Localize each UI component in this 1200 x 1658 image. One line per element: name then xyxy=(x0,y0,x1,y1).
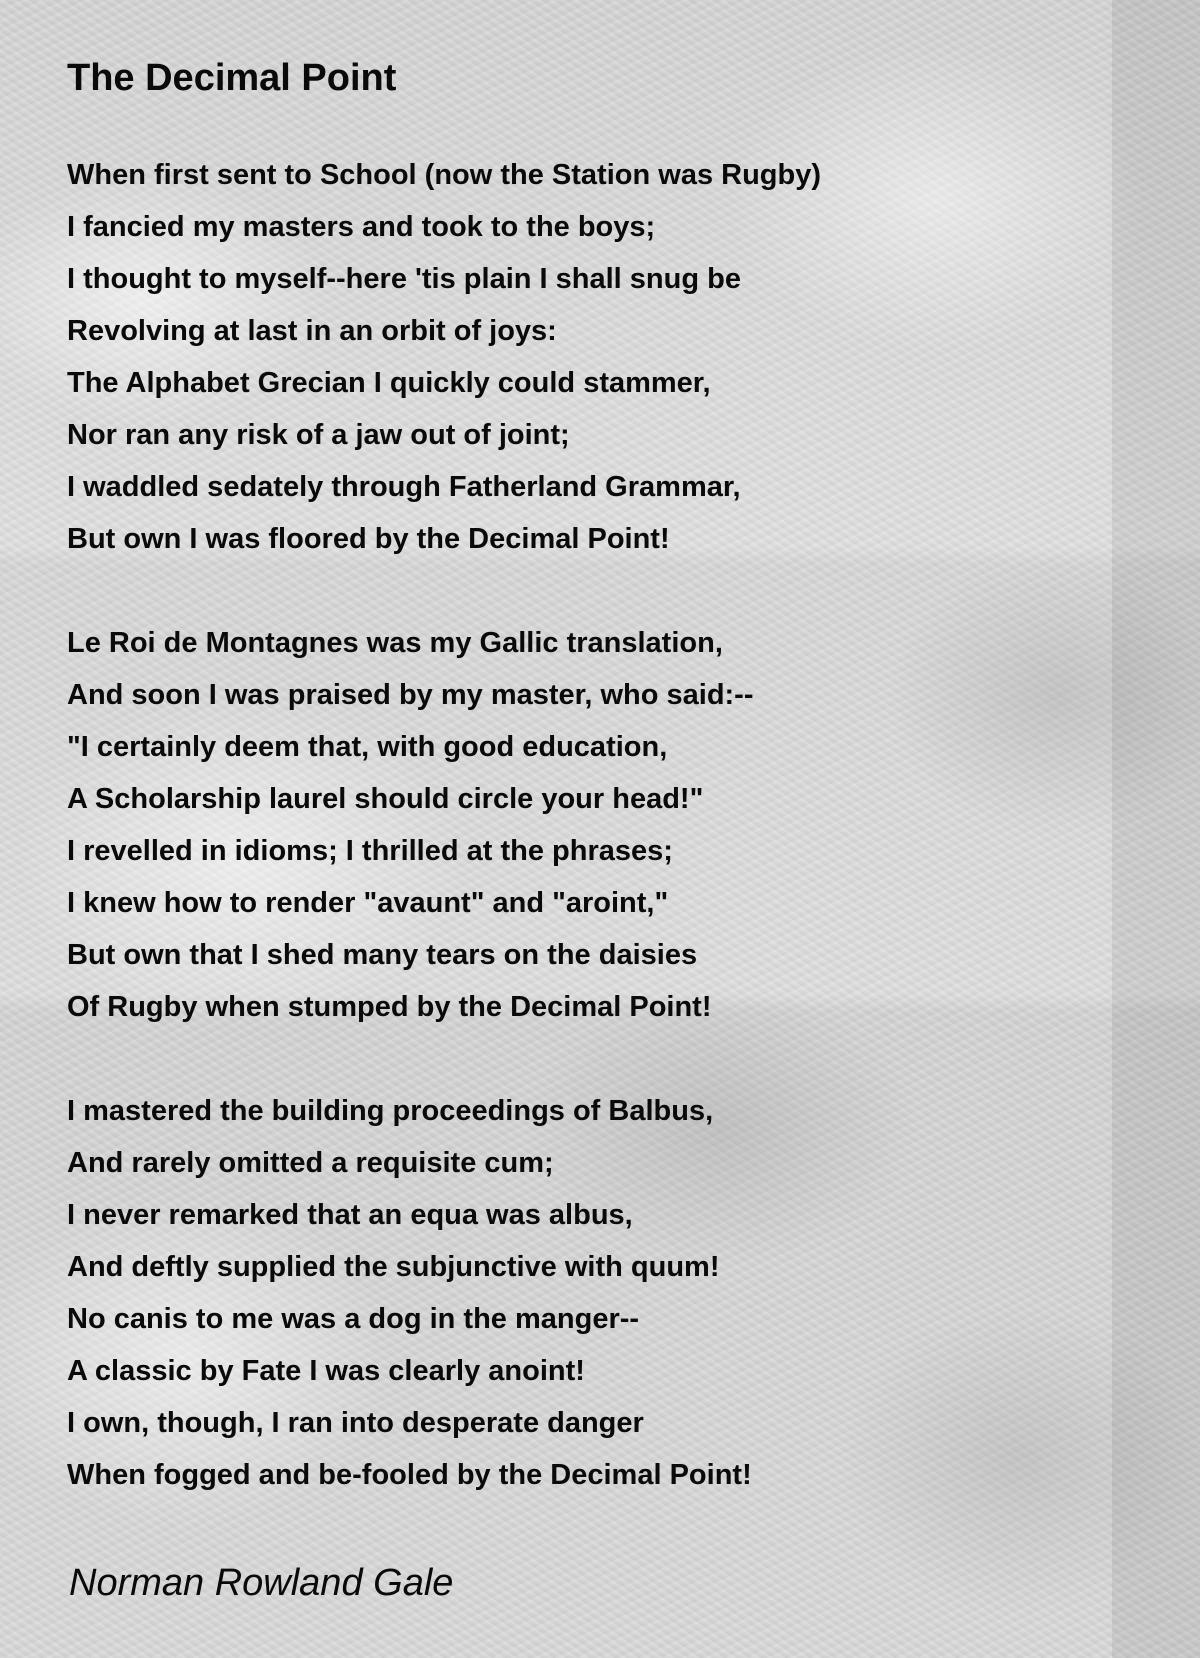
stanza-3 xyxy=(67,1085,752,1501)
poem-line: When first sent to School (now the Station was Rugby) xyxy=(67,159,821,191)
poem-line: I thought to myself--here 'tis plain I shall snug be xyxy=(67,263,741,295)
poem-line: But own I was floored by the Decimal Point! xyxy=(67,523,670,555)
poem-line: The Alphabet Grecian I quickly could stammer, xyxy=(67,367,711,399)
poem-line: I waddled sedately through Fatherland Grammar, xyxy=(67,471,741,503)
poem-line: "I certainly deem that, with good education, xyxy=(67,731,668,763)
poem-line: A Scholarship laurel should circle your head!" xyxy=(67,783,704,815)
poem-line: Le Roi de Montagnes was my Gallic translation, xyxy=(67,627,723,659)
poem-line: I revelled in idioms; I thrilled at the phrases; xyxy=(67,835,673,867)
poem-line: I own, though, I ran into desperate danger xyxy=(67,1407,644,1439)
poem-line: When fogged and be-fooled by the Decimal Point! xyxy=(67,1459,752,1491)
poem-line: And rarely omitted a requisite cum; xyxy=(67,1147,554,1179)
poem-line: Revolving at last in an orbit of joys: xyxy=(67,315,557,347)
poem-title: The Decimal Point xyxy=(67,57,397,99)
poem-line: I fancied my masters and took to the boys; xyxy=(67,211,656,243)
poem-line: But own that I shed many tears on the daisies xyxy=(67,939,698,971)
poem-line: And soon I was praised by my master, who said:-- xyxy=(67,679,754,711)
stanza-2 xyxy=(67,617,754,1033)
poem-line: I mastered the building proceedings of Balbus, xyxy=(67,1095,714,1127)
background-right-strip xyxy=(1112,0,1200,1658)
poem-line: A classic by Fate I was clearly anoint! xyxy=(67,1355,585,1387)
poem-line: I knew how to render "avaunt" and "aroint," xyxy=(67,887,669,919)
poem-line: Nor ran any risk of a jaw out of joint; xyxy=(67,419,570,451)
poem-line: I never remarked that an equa was albus, xyxy=(67,1199,633,1231)
poem-line: No canis to me was a dog in the manger-- xyxy=(67,1303,640,1335)
poem-line: And deftly supplied the subjunctive with quum! xyxy=(67,1251,720,1283)
stanza-1 xyxy=(67,149,821,565)
poem-author: Norman Rowland Gale xyxy=(69,1562,454,1604)
poem-line: Of Rugby when stumped by the Decimal Point! xyxy=(67,991,712,1023)
